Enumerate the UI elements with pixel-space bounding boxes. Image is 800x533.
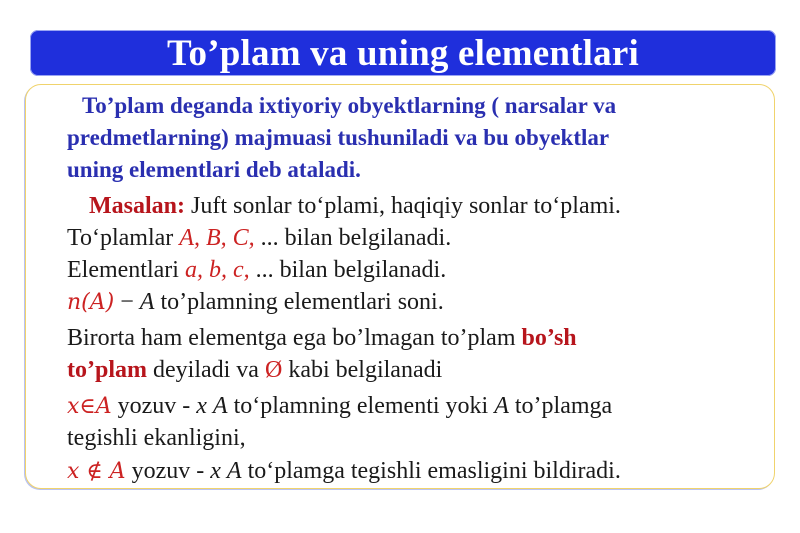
sets-suffix: ... bilan belgilanadi. bbox=[254, 225, 452, 251]
cardinality-var: A bbox=[139, 289, 155, 315]
membership-t1: yozuv - bbox=[111, 393, 197, 419]
elements-suffix: ... bilan belgilanadi. bbox=[249, 257, 447, 283]
empty-set-line-2 bbox=[67, 354, 442, 386]
cardinality-formula: n(A) bbox=[67, 290, 115, 315]
empty-set-line-1 bbox=[67, 322, 577, 354]
empty-set-text: Birorta ham elementga ega bo’lmagan to’plam bbox=[67, 325, 522, 351]
membership-line bbox=[67, 390, 612, 423]
cardinality-text: to’plamning elementlari soni. bbox=[154, 289, 444, 315]
example-line bbox=[89, 190, 621, 222]
title-banner bbox=[30, 30, 776, 76]
example-text: Juft sonlar to‘plami, haqiqiy sonlar to‘plami. bbox=[185, 193, 621, 219]
element-letters: a, b, c, bbox=[184, 257, 250, 283]
non-membership-line bbox=[67, 455, 621, 488]
cardinality-dash: − bbox=[114, 289, 140, 315]
definition-line-1: To’plam deganda ixtiyoriy obyektlarning ( narsalar va bbox=[82, 93, 617, 118]
non-membership-x: x bbox=[210, 458, 221, 484]
definition-line-2: predmetlarning) majmuasi tushuniladi va bu obyektlar bbox=[67, 125, 610, 150]
sets-prefix: To‘plamlar bbox=[67, 225, 180, 251]
elements-notation-line bbox=[67, 254, 446, 286]
elements-prefix: Elementlari bbox=[67, 257, 185, 283]
membership-x: x bbox=[196, 393, 207, 419]
non-membership-t1: yozuv - bbox=[125, 458, 211, 484]
membership-a2: A bbox=[494, 393, 509, 419]
empty-set-text-2: deyiladi va bbox=[147, 357, 265, 383]
empty-set-symbol: Ø bbox=[264, 357, 283, 383]
set-letters: A, B, C, bbox=[179, 225, 255, 251]
non-membership-a: A bbox=[226, 458, 242, 484]
example-label: Masalan: bbox=[89, 193, 185, 219]
membership-t4: to’plamga bbox=[508, 393, 613, 419]
sets-notation-line bbox=[67, 222, 451, 254]
membership-t3: to‘plamning elementi yoki bbox=[227, 393, 495, 419]
empty-set-term-2: to’plam bbox=[67, 357, 147, 383]
membership-a1: A bbox=[212, 393, 228, 419]
non-membership-t3: to‘plamga tegishli emasligini bildiradi. bbox=[241, 458, 621, 484]
membership-formula: x∈A bbox=[67, 394, 112, 419]
empty-set-end: kabi belgilanadi bbox=[282, 357, 443, 383]
definition-line-3: uning elementlari deb ataladi. bbox=[67, 157, 361, 182]
membership-continuation: tegishli ekanligini, bbox=[67, 425, 246, 451]
cardinality-line bbox=[67, 286, 444, 319]
non-membership-formula: x ∉ A bbox=[67, 459, 126, 484]
empty-set-term-1: bo’sh bbox=[521, 325, 577, 351]
slide-title: To’plam va uning elementlari bbox=[167, 32, 639, 74]
